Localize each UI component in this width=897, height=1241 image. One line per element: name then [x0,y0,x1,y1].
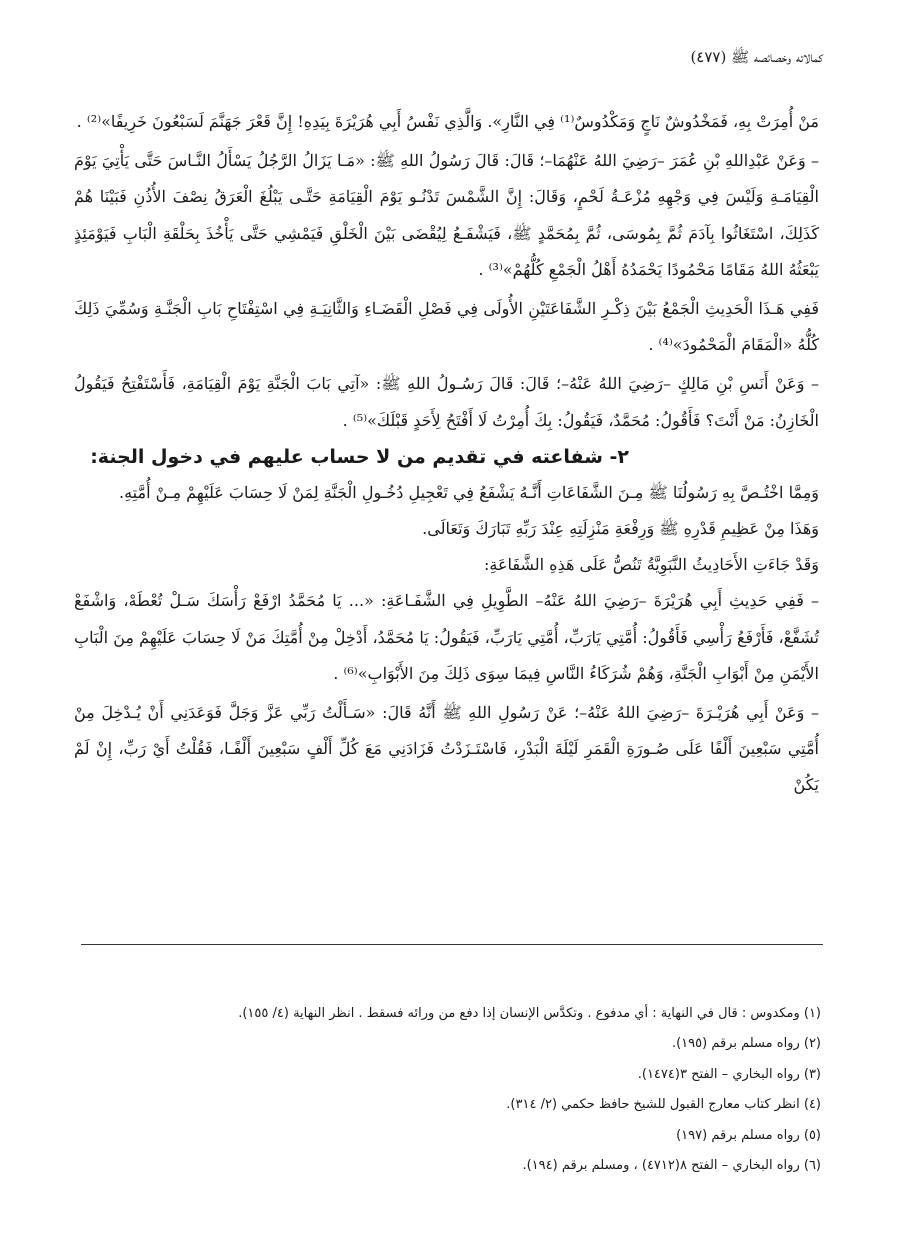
footnote-4: (٤) انظر كتاب معارج القبول للشيخ حافظ حكمي (٢/ ٣١٤). [506,1097,821,1113]
paragraph-2: – وَعَنْ عَبْدِاللهِ بْنِ عُمَرَ –رَضِيَ اللهُ عَنْهُمَا–؛ قَالَ: قَالَ رَسُولُ اللهِ ﷺ: «مَـا يَزَالُ الرَّجُلُ يَسْأَلُ النَّـاسَ حَتَّى يَأْتِيَ يَوْمَ الْقِيَامَـةِ وَلَيْسَ فِي وَجْهِهِ مُزْعَـةُ لَحْمٍ، وَقَالَ: إِنَّ الشَّمْسَ تَدْنُـو يَوْمَ الْقِيَامَةِ حَتَّـى يَبْلُغَ الْعَرَقُ نِصْفَ الأُذُنِ فَبَيْنَا هُمْ كَذَلِكَ، اسْتَغَاثُوا بِآدَمَ ثُمَّ بِمُوسَى، ثُمَّ بِمُحَمَّدٍ ﷺ، فَيَشْفَـعُ لِيُقْضَى بَيْنَ الْخَلْقِ فَيَمْشِي حَتَّى يَأْخُذَ بِحَلْقَةِ الْبَابِ فَيَوْمَئِذٍ يَبْعَثُهُ اللهُ مَقَامًا مَحْمُودًا يَحْمَدُهُ أَهْلُ الْجَمْعِ كُلُّهُمْ»⁽³⁾ . [74,151,820,279]
main-text [74,104,819,807]
paragraph-4: – وَعَنْ أَنَسِ بْنِ مَالِكٍ –رَضِيَ اللهُ عَنْهُ–؛ قَالَ: قَالَ رَسُـولُ اللهِ ﷺ: «آتِي بَابَ الْجَنَّةِ يَوْمَ الْقِيَامَةِ، فَأَسْتَفْتِحُ فَيَقُولُ الْخَازِنُ: مَنْ أَنْتَ؟ فَأَقُولُ: مُحَمَّدٌ، فَيَقُولُ: بِكَ أُمِرْتُ لَا أَفْتَحُ لِأَحَدٍ قَبْلَكَ»⁽⁵⁾ . [74,374,819,430]
footnote-3: (٣) رواه البخاري – الفتح ٣(١٤٧٤). [637,1066,821,1082]
paragraph-5: وَمِمَّا اخْتُـصَّ بِهِ رَسُولُنَا ﷺ مِـنَ الشَّفَاعَاتِ أَنَّـهُ يَشْفَعُ فِي تَعْجِيلِ دُخُـولِ الْجَنَّةِ لِمَنْ لَا حِسَابَ عَلَيْهِمْ مِـنْ أُمَّتِهِ. [119,482,819,502]
paragraph-7: وَقَدْ جَاءَتِ الأَحَادِيثُ النَّبَوِيَّةُ تَنُصُّ عَلَى هَذِهِ الشَّفَاعَةِ: [484,555,819,575]
footnote-6: (٦) رواه البخاري – الفتح ٨(٤٧١٢) ، ومسلم برقم (١٩٤). [522,1158,821,1174]
footnote-2: (٢) رواه مسلم برقم (١٩٥). [671,1036,821,1052]
section-heading: ٢- شفاعته في تقديم من لا حساب عليهم في دخول الجنة: [90,445,629,468]
footnotes-list [76,999,821,1181]
footnote-divider [81,944,823,945]
footnote-1: (١) ومكدوس : قال في النهاية : أي مدفوع . وتكدَّس الإنسان إذا دفع من ورائه فسقط . انظر النهاية (٤/ ١٥٥). [238,1006,821,1021]
footnote-5: (٥) رواه مسلم برقم (١٩٧) [676,1127,821,1143]
paragraph-9: – وَعَنْ أَبِي هُرَيْـرَةَ –رَضِيَ اللهُ عَنْهُ–؛ عَنْ رَسُولِ اللهِ ﷺ أَنَّهُ قَالَ: «سَـأَلْتُ رَبِّي عَزَّ وَجَلَّ فَوَعَدَنِي أَنْ يُـدْخِلَ مِنْ أُمَّتِي سَبْعِينَ أَلْفًا عَلَى صُـورَةِ الْقَمَرِ لَيْلَةَ الْبَدْرِ، فَاسْتَـزَدْتُ فَزَادَنِي مَعَ كُلِّ أَلْفٍ سَبْعِينَ أَلْفًـا، فَقُلْتُ أَيْ رَبِّ، إِنْ لَمْ يَكُنْ [74,703,820,795]
paragraph-1: مَنْ أُمِرَتْ بِهِ، فَمَخْدُوشٌ نَاجٍ وَمَكْدُوسٌ⁽¹⁾ فِي النَّارِ». وَالَّذِي نَفْسُ أَبِي هُرَيْرَةَ بِيَدِهِ! إِنَّ قَعْرَ جَهَنَّمَ لَسَبْعُونَ خَرِيفًا»⁽²⁾ . [76,112,819,131]
paragraph-6: وَهَذَا مِنْ عَظِيمِ قَدْرِهِ ﷺ وَرِفْعَةِ مَنْزِلَتِهِ عِنْدَ رَبِّهِ تَبَارَكَ وَتَعَالَى. [422,519,819,539]
running-head: كمالاته وخصائصه ﷺ (٤٧٧) [690,48,823,66]
paragraph-8: – فَفِي حَدِيثِ أَبِي هُرَيْرَةَ –رَضِيَ اللهُ عَنْهُ– الطَّوِيلِ فِي الشَّفَـاعَةِ: «... يَا مُحَمَّدُ ارْفَعْ رَأْسَكَ سَـلْ تُعْطَهْ، وَاشْفَعْ تُشَفَّعْ، فَأَرْفَعُ رَأْسِي فَأَقُولُ: أُمَّتِي يَارَبِّ، أُمَّتِي يَارَبِّ، فَيَقُولُ: يَا مُحَمَّدُ، أَدْخِلْ مِنْ أُمَّتِكَ مَنْ لَا حِسَابَ عَلَيْهِمْ مِنَ الْبَابِ الأَيْمَنِ مِنْ أَبْوَابِ الْجَنَّةِ، وَهُمْ شُرَكَاءُ النَّاسِ فِيمَا سِوَى ذَلِكَ مِنَ الأَبْوَابِ»⁽⁶⁾ . [74,591,819,683]
paragraph-3: فَفِي هَـذَا الْحَدِيثِ الْجَمْعُ بَيْنَ ذِكْـرِ الشَّفَاعَتَيْنِ الأُولَى فِي فَصْلِ الْقَضَـاءِ وَالثَّانِيَـةِ فِي اسْتِفْتَاحِ بَابِ الْجَنَّـةِ وَسُمِّيَ ذَلِكَ كُلُّهُ «الْمَقَامَ الْمَحْمُودَ»⁽⁴⁾ . [74,299,819,355]
